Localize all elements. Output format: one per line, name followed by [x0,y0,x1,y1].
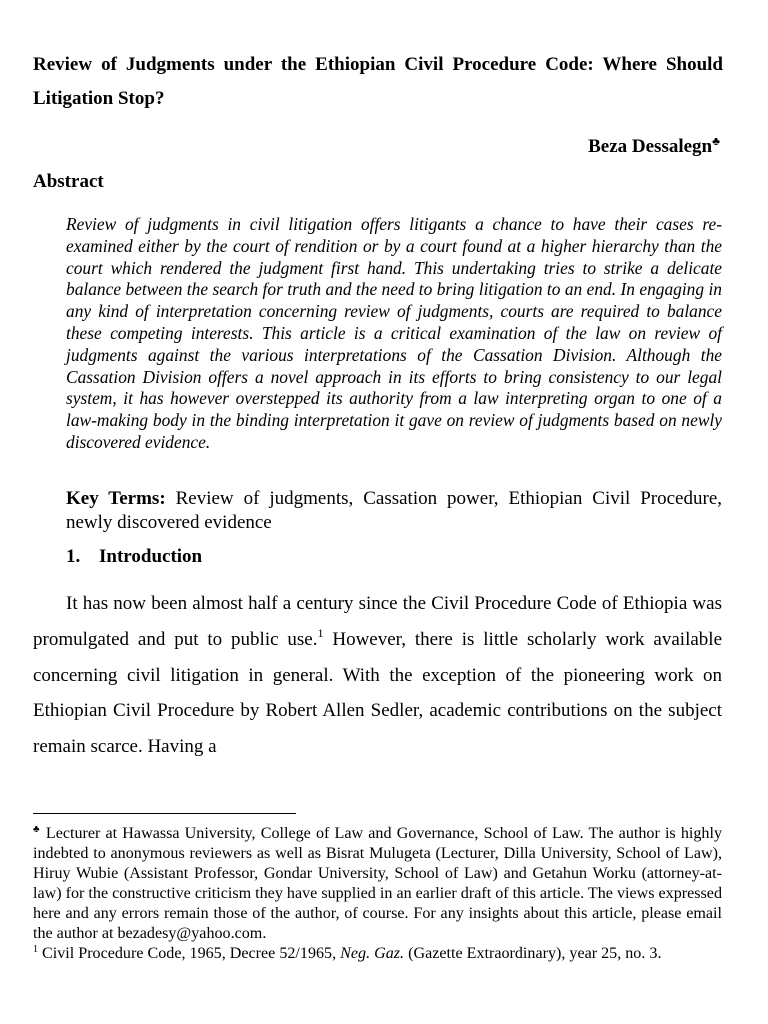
section-number: 1. [66,546,81,567]
intro-text-part-2: However, there is little scholarly work available concerning civil litigation in general. With the exception of the pioneering work on Ethiopian Civil Procedure by Robert Allen Sedler, academic contributions on the subject remain scarce. Having a [33,628,722,758]
article-title: Review of Judgments under the Ethiopian Civil Procedure Code: Where Should Litigation Stop? [33,54,723,109]
intro-text-part-1: It has now been almost half a century since the Civil Procedure Code of Ethiopia was promulgated and put to public use. [33,593,722,650]
footnote-author-marker: ♣ [33,824,41,835]
footnote-1-gazette: Neg. Gaz. [340,945,405,962]
footnote-author [33,824,722,944]
footnote-1-text-a: Civil Procedure Code, 1965, Decree 52/1965, [38,945,341,962]
key-terms-label: Key Terms: [66,488,166,509]
key-terms [66,487,722,534]
introduction-paragraph [33,586,722,765]
section-heading-introduction [66,545,202,569]
footnote-author-text: Lecturer at Hawassa University, College of Law and Governance, School of Law. The author is highly indebted to anonymous reviewers as well as Bisrat Mulugeta (Lecturer, Dilla University, School of Law), Hiruy Wubie (Assistant Professor, Gondar University, School of Law) and Getahun Worku (attorney-at-law) for the constructive criticism they have supplied in an earlier draft of this article. The views expressed here and any errors remain those of the author, of course. For any insights about this article, please email the author at bezadesy@yahoo.com. [33,825,722,942]
footnote-1-marker: 1 [33,944,38,955]
author-name [588,135,720,159]
footnotes [33,824,722,964]
footnote-reference-1: 1 [317,625,324,640]
abstract-heading: Abstract [33,171,104,192]
footnote-separator [33,813,296,814]
footnote-1 [33,944,722,964]
author-footnote-marker: ♣ [712,134,720,148]
abstract-body: Review of judgments in civil litigation offers litigants a chance to have their cases re-examined either by the court of rendition or by a court found at a higher hierarchy than the court which rendered the judgment first hand. This undertaking tries to strike a delicate balance between the search for truth and the need to bring litigation to an end. In engaging in any kind of interpretation concerning review of judgments, courts are required to balance these competing interests. This article is a critical examination of the law on review of judgments against the various interpretations of the Cassation Division. Although the Cassation Division offers a novel approach in its efforts to bring consistency to our legal system, it has however overstepped its authority from a law interpreting organ to one of a law-making body in the binding interpretation it gave on review of judgments based on newly discovered evidence. [66,214,722,452]
key-terms-text: Review of judgments, Cassation power, Ethiopian Civil Procedure, newly discovered evidence [66,488,722,533]
section-title: Introduction [99,546,203,567]
author-name-text: Beza Dessalegn [588,136,713,157]
footnote-1-text-b: (Gazette Extraordinary), year 25, no. 3. [404,945,662,962]
